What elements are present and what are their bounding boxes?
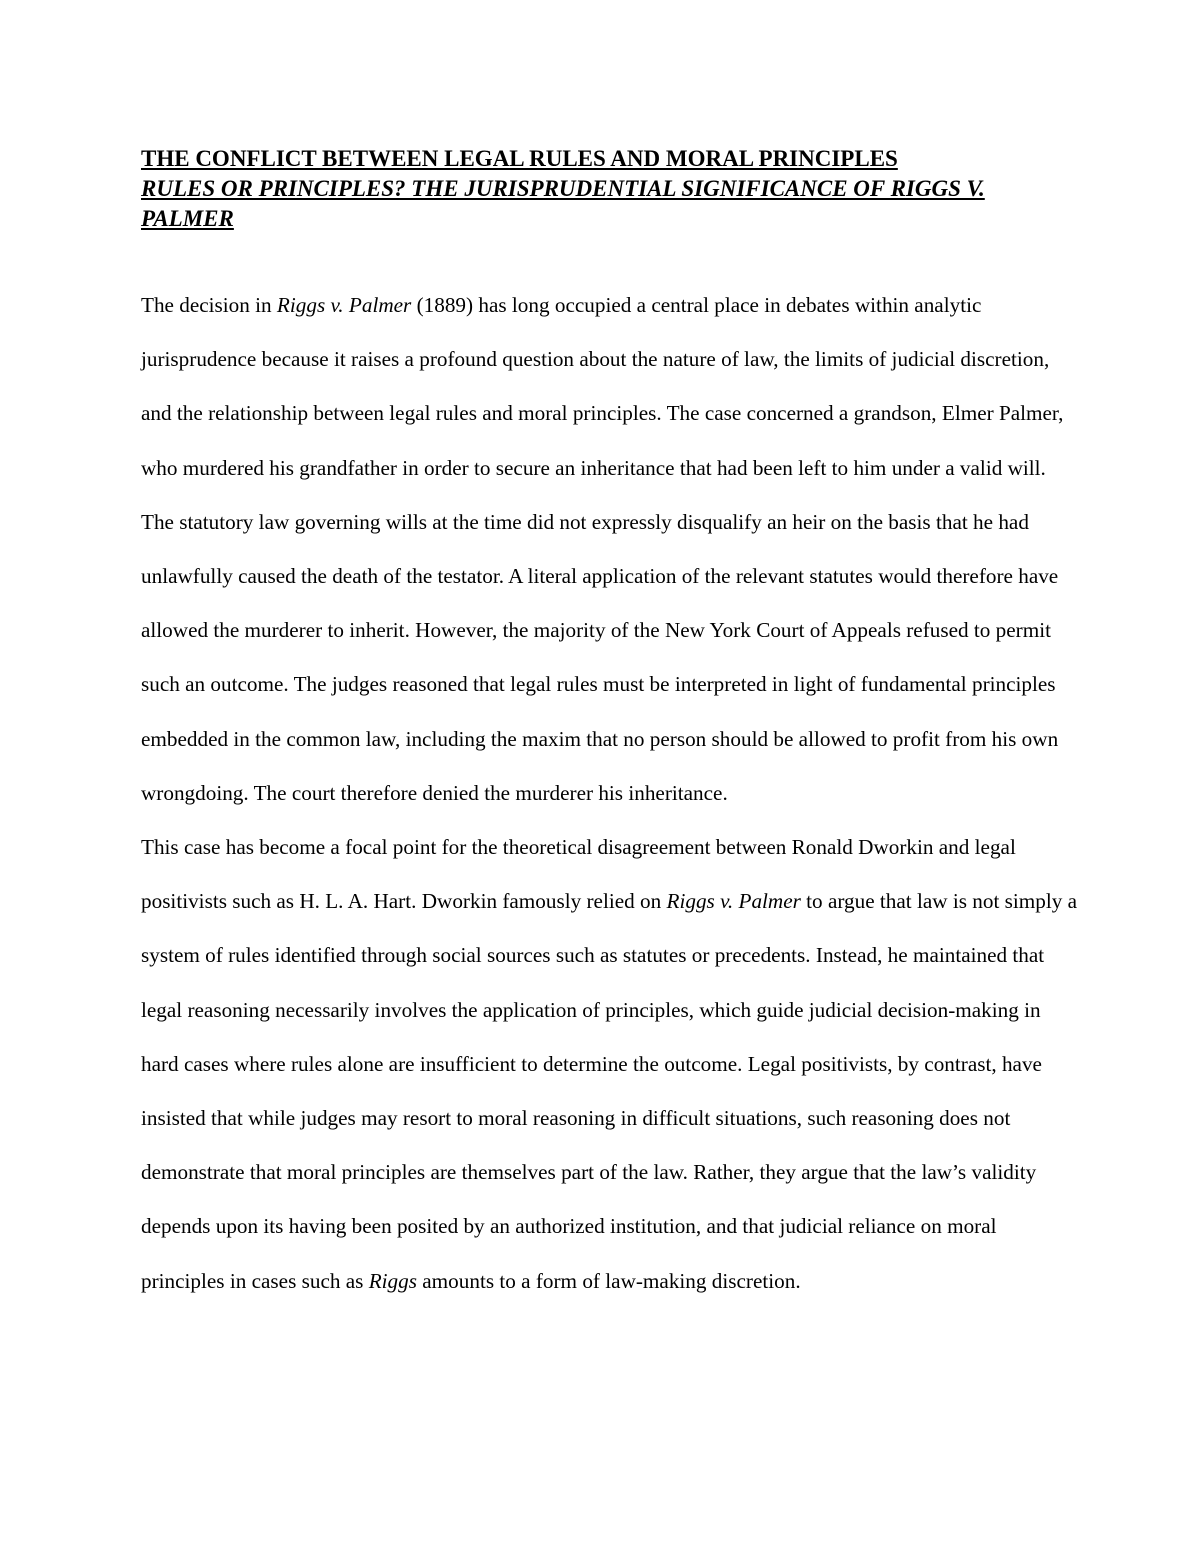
document-subtitle: RULES OR PRINCIPLES? THE JURISPRUDENTIAL SIGNIFICANCE OF RIGGS V. PALMER xyxy=(141,176,985,231)
case-name-italic-short: Riggs xyxy=(368,1268,417,1293)
paragraph-2 xyxy=(141,820,1081,1308)
case-name-italic: Riggs v. Palmer xyxy=(276,293,412,317)
document-title: THE CONFLICT BETWEEN LEGAL RULES AND MORAL PRINCIPLES xyxy=(141,146,898,171)
heading-block xyxy=(141,144,1081,234)
paragraph-1-text-b: (1889) has long occupied a central place in debates within analytic jurisprudence because it raises a profound question about the nature of law, the limits of judicial discretion, and the relationship between legal rules and moral principles. The case concerned a grandson, Elmer Palmer, who murdered his grandfather in order to secure an inheritance that had been left to him under a valid will. The statutory law governing wills at the time did not expressly disqualify an heir on the basis that he had unlawfully caused the death of the testator. A literal application of the relevant statutes would therefore have allowed the murderer to inherit. However, the majority of the New York Court of Appeals refused to permit such an outcome. The judges reasoned that legal rules must be interpreted in light of fundamental principles embedded in the common law, including the maxim that no person should be allowed to profit from his own wrongdoing. The court therefore denied the murderer his inheritance. xyxy=(141,293,1064,805)
paragraph-1-text-a: The decision in xyxy=(141,293,277,317)
paragraph-1 xyxy=(141,278,1081,820)
case-name-italic: Riggs v. Palmer xyxy=(666,889,801,914)
paragraph-2-text-a: This case has become a focal point for the theoretical disagreement between Ronald Dworkin and legal positivists such as H. L. A. Hart. Dworkin famously relied on xyxy=(141,835,1016,914)
paragraph-2-text-b: to argue that law is not simply a system of rules identified through social sources such as statutes or precedents. Instead, he maintained that legal reasoning necessarily involves the application of principles, which guide judicial decision-making in hard cases where rules alone are insufficient to determine the outcome. Legal positivists, by contrast, have insisted that while judges may resort to moral reasoning in difficult situations, such reasoning does not demonstrate that moral principles are themselves part of the law. Rather, they argue that the law’s validity depends upon its having been posited by an authorized institution, and that judicial reliance on moral principles in cases such as xyxy=(141,889,1078,1293)
body-text xyxy=(141,278,1081,1308)
paragraph-2-text-c: amounts to a form of law-making discretion. xyxy=(416,1268,801,1293)
